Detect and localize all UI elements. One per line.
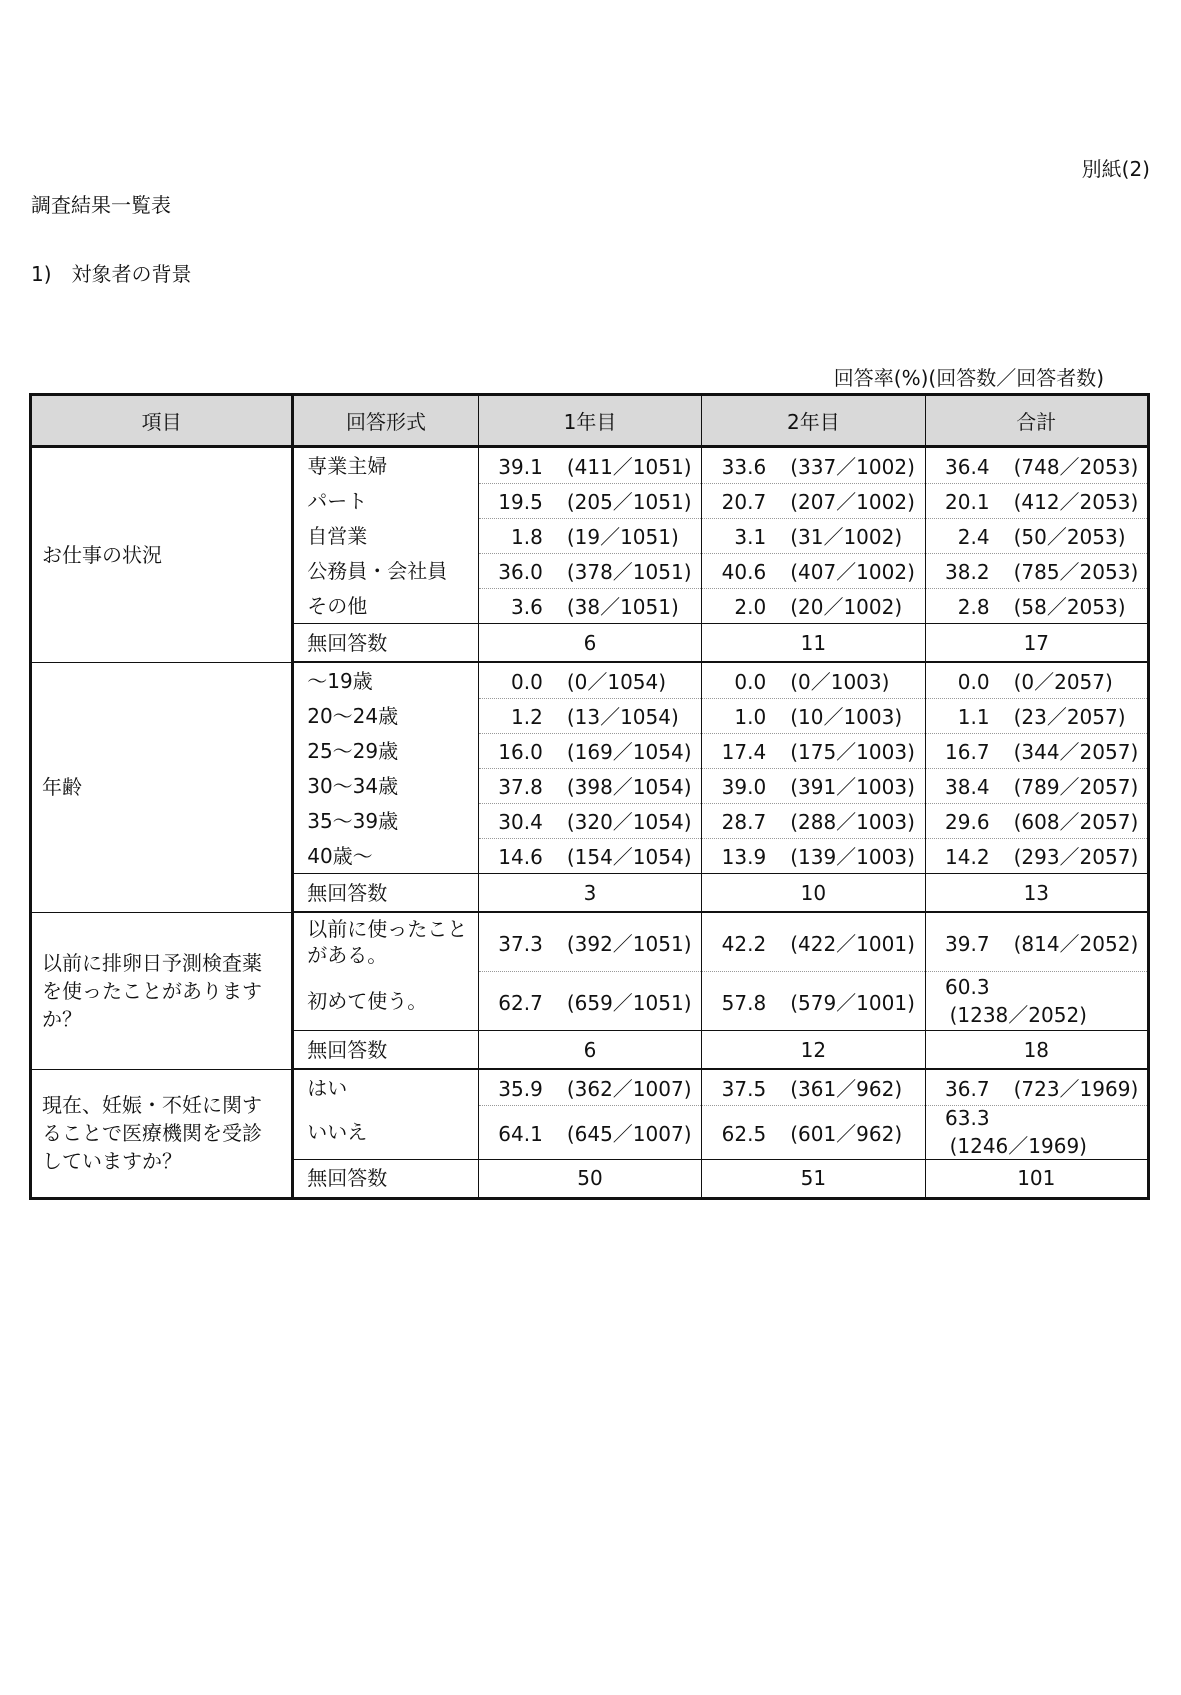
response-label: 40歳～ <box>293 838 479 874</box>
percent-value: 0.0 <box>957 669 990 694</box>
percent-value: 2.4 <box>957 525 990 549</box>
value-cell-y2 <box>702 588 925 624</box>
no-response-total: 18 <box>925 1031 1148 1070</box>
column-header-year2: 2年目 <box>702 395 925 447</box>
count-value: (411／1051) <box>566 454 692 479</box>
appendix-label: 別紙(2) <box>1081 157 1150 181</box>
value-cell-total <box>925 1105 1148 1159</box>
response-label: 25～29歳 <box>293 733 479 768</box>
value-cell-total <box>925 1069 1148 1105</box>
no-response-y1: 6 <box>478 1031 701 1070</box>
count-value: (362／1007) <box>566 1076 692 1101</box>
value-cell-y2 <box>702 447 925 484</box>
no-response-y1: 3 <box>478 874 701 913</box>
percent-value: 16.7 <box>945 740 990 764</box>
value-cell-y2 <box>702 698 925 733</box>
table-row <box>31 912 1149 972</box>
value-cell-total <box>925 838 1148 874</box>
count-value: (207／1002) <box>790 490 915 514</box>
count-value: (205／1051) <box>566 490 692 514</box>
value-cell-y1 <box>478 662 701 698</box>
value-cell-y2 <box>702 768 925 803</box>
count-value: (412／2053) <box>1013 490 1139 514</box>
percent-value: 40.6 <box>721 560 767 584</box>
percent-value: 63.3 <box>945 1105 990 1130</box>
value-cell-y1 <box>478 518 701 553</box>
count-value: (154／1054) <box>566 845 692 870</box>
no-response-label: 無回答数 <box>293 874 479 913</box>
count-value: (0／1054) <box>566 669 667 694</box>
column-header-total: 合計 <box>925 395 1148 447</box>
column-header-year1: 1年目 <box>478 395 701 447</box>
count-value: (378／1051) <box>566 560 692 584</box>
count-value: (175／1003) <box>790 740 915 764</box>
count-value: (789／2057) <box>1013 775 1139 799</box>
response-label: パート <box>293 483 479 518</box>
no-response-y2: 11 <box>702 624 925 663</box>
no-response-total: 101 <box>925 1159 1148 1198</box>
value-cell-y2 <box>702 553 925 588</box>
response-label: その他 <box>293 588 479 624</box>
value-cell-total <box>925 588 1148 624</box>
value-cell-total <box>925 483 1148 518</box>
percent-value: 13.9 <box>721 845 767 870</box>
value-cell-y1 <box>478 912 701 972</box>
value-cell-y2 <box>702 803 925 838</box>
percent-value: 36.4 <box>945 454 990 479</box>
unit-note: 回答率(%)(回答数／回答者数) <box>833 366 1104 390</box>
no-response-total: 13 <box>925 874 1148 913</box>
document-title: 調査結果一覧表 <box>31 193 171 217</box>
percent-value: 1.0 <box>734 705 767 729</box>
count-value: (361／962) <box>790 1076 903 1101</box>
value-cell-y2 <box>702 662 925 698</box>
no-response-label: 無回答数 <box>293 1159 479 1198</box>
percent-value: 2.0 <box>734 595 767 620</box>
value-cell-total <box>925 733 1148 768</box>
percent-value: 28.7 <box>721 810 767 834</box>
percent-value: 42.2 <box>721 931 767 956</box>
count-value: (659／1051) <box>566 990 692 1015</box>
count-value: (139／1003) <box>790 845 915 870</box>
count-value: (20／1002) <box>790 595 903 620</box>
table-row <box>31 1069 1149 1105</box>
value-cell-y2 <box>702 1069 925 1105</box>
table-body <box>31 447 1149 1199</box>
response-label: 自営業 <box>293 518 479 553</box>
percent-value: 14.2 <box>945 845 990 870</box>
count-value: (814／2052) <box>1013 931 1139 956</box>
count-value: (10／1003) <box>790 705 903 729</box>
value-cell-total <box>925 698 1148 733</box>
value-cell-total <box>925 553 1148 588</box>
value-cell-y2 <box>702 838 925 874</box>
value-cell-y1 <box>478 553 701 588</box>
no-response-y1: 6 <box>478 624 701 663</box>
no-response-y2: 10 <box>702 874 925 913</box>
count-value: (391／1003) <box>790 775 915 799</box>
category-cell: 以前に排卵日予測検査薬を使ったことがありますか？ <box>31 912 293 1069</box>
percent-value: 38.4 <box>945 775 990 799</box>
count-value: (1238／2052) <box>949 1002 1087 1027</box>
results-table <box>29 393 1150 1200</box>
response-label: ～19歳 <box>293 662 479 698</box>
value-cell-y2 <box>702 483 925 518</box>
category-cell: 年齢 <box>31 662 293 912</box>
response-label: 以前に使ったことがある。 <box>293 912 479 972</box>
value-cell-y2 <box>702 912 925 972</box>
count-value: (23／2057) <box>1013 705 1126 729</box>
column-header-format: 回答形式 <box>293 395 479 447</box>
table-row <box>31 662 1149 698</box>
count-value: (288／1003) <box>790 810 915 834</box>
count-value: (50／2053) <box>1013 525 1126 549</box>
count-value: (320／1054) <box>566 810 692 834</box>
percent-value: 57.8 <box>721 990 767 1015</box>
count-value: (58／2053) <box>1013 595 1126 620</box>
percent-value: 35.9 <box>498 1076 543 1101</box>
value-cell-total <box>925 972 1148 1031</box>
value-cell-total <box>925 768 1148 803</box>
count-value: (1246／1969) <box>949 1133 1087 1158</box>
count-value: (38／1051) <box>566 595 679 620</box>
percent-value: 3.6 <box>511 595 543 620</box>
count-value: (398／1054) <box>566 775 692 799</box>
value-cell-y2 <box>702 972 925 1031</box>
count-value: (608／2057) <box>1013 810 1139 834</box>
category-cell: お仕事の状況 <box>31 447 293 663</box>
percent-value: 29.6 <box>945 810 990 834</box>
table-row <box>31 447 1149 484</box>
count-value: (0／2057) <box>1013 669 1113 694</box>
category-cell: 現在、妊娠・不妊に関することで医療機関を受診していますか？ <box>31 1069 293 1198</box>
percent-value: 36.7 <box>945 1076 990 1101</box>
no-response-y1: 50 <box>478 1159 701 1198</box>
percent-value: 2.8 <box>957 595 990 620</box>
value-cell-y2 <box>702 733 925 768</box>
percent-value: 1.2 <box>511 705 543 729</box>
response-label: 20～24歳 <box>293 698 479 733</box>
percent-value: 38.2 <box>945 560 990 584</box>
count-value: (645／1007) <box>566 1121 692 1146</box>
count-value: (337／1002) <box>790 454 915 479</box>
value-cell-total <box>925 518 1148 553</box>
value-cell-y1 <box>478 698 701 733</box>
value-cell-y1 <box>478 1069 701 1105</box>
no-response-total: 17 <box>925 624 1148 663</box>
percent-value: 37.3 <box>498 931 543 956</box>
percent-value: 60.3 <box>945 974 990 999</box>
percent-value: 64.1 <box>498 1121 543 1146</box>
value-cell-total <box>925 803 1148 838</box>
percent-value: 16.0 <box>498 740 543 764</box>
percent-value: 39.1 <box>498 454 543 479</box>
no-response-y2: 51 <box>702 1159 925 1198</box>
count-value: (344／2057) <box>1013 740 1139 764</box>
value-cell-y1 <box>478 588 701 624</box>
response-label: 30～34歳 <box>293 768 479 803</box>
count-value: (0／1003) <box>790 669 890 694</box>
percent-value: 37.8 <box>498 775 543 799</box>
percent-value: 20.1 <box>945 490 990 514</box>
percent-value: 62.5 <box>721 1121 767 1146</box>
value-cell-total <box>925 447 1148 484</box>
percent-value: 17.4 <box>721 740 767 764</box>
percent-value: 37.5 <box>721 1076 767 1101</box>
count-value: (407／1002) <box>790 560 915 584</box>
percent-value: 20.7 <box>721 490 767 514</box>
count-value: (169／1054) <box>566 740 692 764</box>
value-cell-total <box>925 662 1148 698</box>
value-cell-total <box>925 912 1148 972</box>
response-label: 初めて使う。 <box>293 972 479 1031</box>
count-value: (31／1002) <box>790 525 903 549</box>
count-value: (723／1969) <box>1013 1076 1139 1101</box>
percent-value: 14.6 <box>498 845 543 870</box>
count-value: (579／1001) <box>790 990 915 1015</box>
percent-value: 19.5 <box>498 490 543 514</box>
percent-value: 62.7 <box>498 990 543 1015</box>
response-label: はい <box>293 1069 479 1105</box>
percent-value: 0.0 <box>511 669 543 694</box>
percent-value: 36.0 <box>498 560 543 584</box>
percent-value: 3.1 <box>734 525 767 549</box>
percent-value: 39.7 <box>945 931 990 956</box>
count-value: (785／2053) <box>1013 560 1139 584</box>
count-value: (601／962) <box>790 1121 903 1146</box>
count-value: (13／1054) <box>566 705 679 729</box>
response-label: 35～39歳 <box>293 803 479 838</box>
no-response-label: 無回答数 <box>293 1031 479 1070</box>
value-cell-y1 <box>478 483 701 518</box>
value-cell-y1 <box>478 733 701 768</box>
value-cell-y1 <box>478 803 701 838</box>
count-value: (293／2057) <box>1013 845 1139 870</box>
count-value: (19／1051) <box>566 525 679 549</box>
value-cell-y1 <box>478 768 701 803</box>
column-header-item: 項目 <box>31 395 293 447</box>
percent-value: 33.6 <box>721 454 767 479</box>
percent-value: 1.1 <box>957 705 990 729</box>
response-label: いいえ <box>293 1105 479 1159</box>
value-cell-y2 <box>702 518 925 553</box>
count-value: (422／1001) <box>790 931 915 956</box>
count-value: (392／1051) <box>566 931 692 956</box>
response-label: 専業主婦 <box>293 447 479 484</box>
no-response-label: 無回答数 <box>293 624 479 663</box>
no-response-y2: 12 <box>702 1031 925 1070</box>
count-value: (748／2053) <box>1013 454 1139 479</box>
percent-value: 30.4 <box>498 810 543 834</box>
percent-value: 1.8 <box>511 525 543 549</box>
value-cell-y1 <box>478 838 701 874</box>
value-cell-y2 <box>702 1105 925 1159</box>
response-label: 公務員・会社員 <box>293 553 479 588</box>
value-cell-y1 <box>478 447 701 484</box>
percent-value: 39.0 <box>721 775 767 799</box>
percent-value: 0.0 <box>734 669 767 694</box>
value-cell-y1 <box>478 1105 701 1159</box>
table-header-row <box>31 395 1149 447</box>
section-heading: 1) 対象者の背景 <box>31 262 192 286</box>
value-cell-y1 <box>478 972 701 1031</box>
